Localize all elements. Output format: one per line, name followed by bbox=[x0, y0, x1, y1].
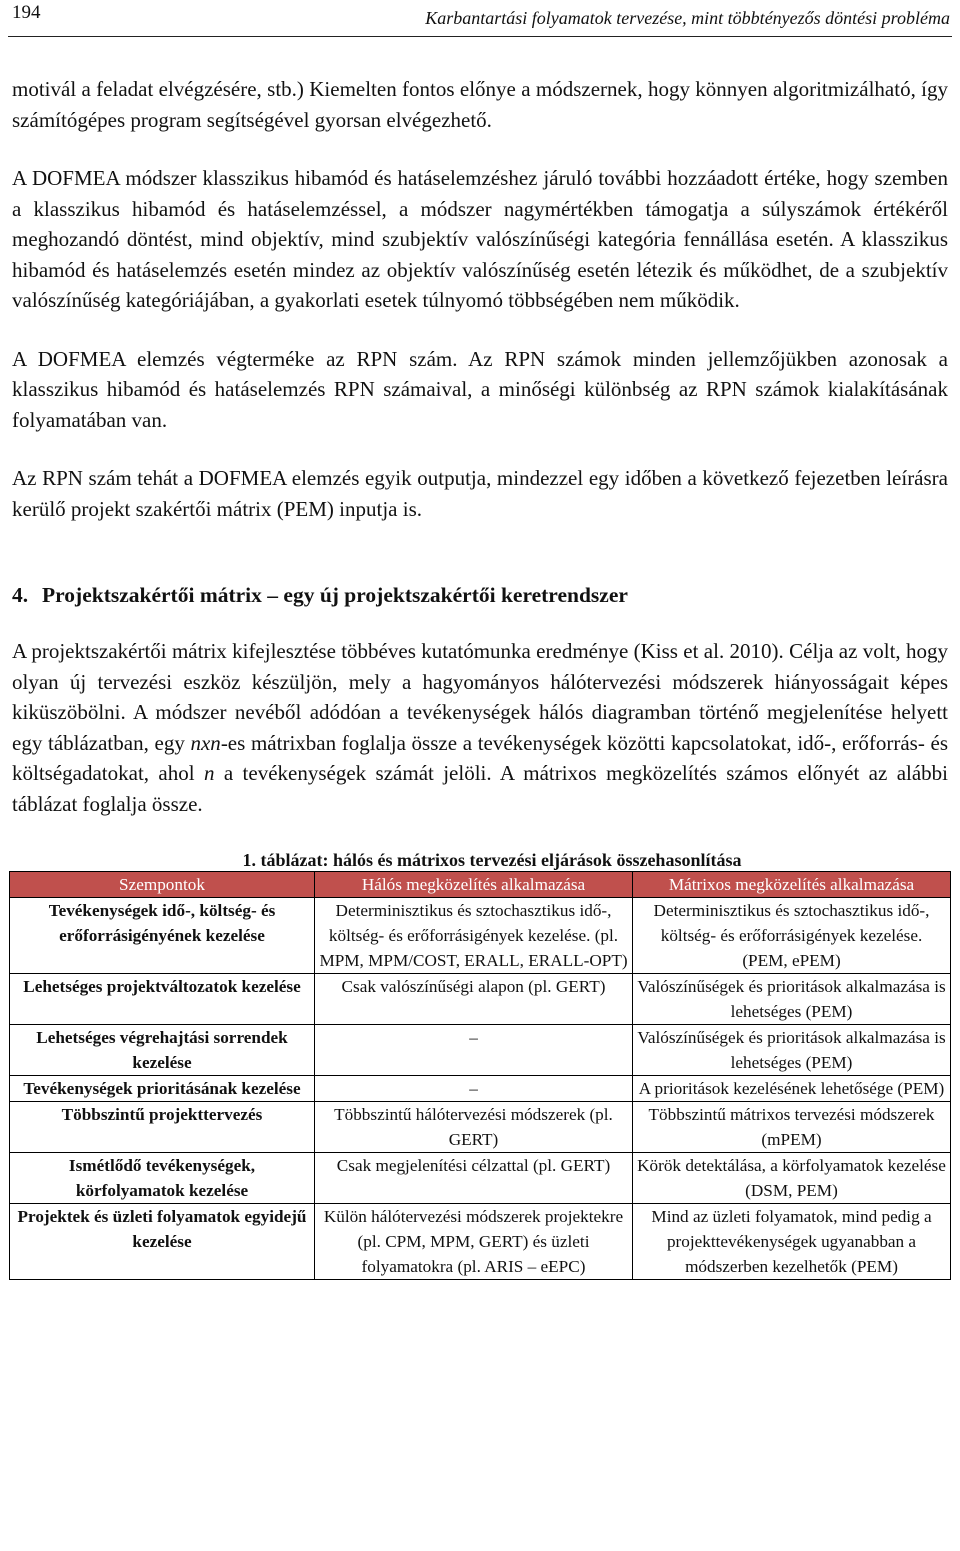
criteria-cell: Többszintű projekttervezés bbox=[10, 1102, 315, 1153]
table-row bbox=[10, 1204, 951, 1280]
table-row bbox=[10, 898, 951, 974]
matrix-cell: A prioritások kezelésének lehetősége (PEM) bbox=[633, 1076, 951, 1102]
running-title: Karbantartási folyamatok tervezése, mint többtényezős döntési probléma bbox=[425, 8, 950, 28]
n-term: n bbox=[203, 761, 215, 785]
section-number: 4. bbox=[12, 583, 29, 607]
table-header-row bbox=[10, 872, 951, 898]
network-cell: Többszintű hálótervezési módszerek (pl. GERT) bbox=[315, 1102, 633, 1153]
paragraph-5-text-c: a tevékenységek számát jelöli. A mátrixos megközelítés számos előnyét az alábbi táblázat foglalja össze. bbox=[12, 761, 949, 816]
table-row bbox=[10, 1153, 951, 1204]
table-row bbox=[10, 1025, 951, 1076]
paragraph-2: A DOFMEA módszer klasszikus hibamód és hatáselemzéshez járuló további hozzáadott értéke, hogy szemben a klasszikus hibamód és hatáselemzéssel, a módszer nagymértékben támogatja a súlyszámok értékéről meghozandó döntést, mind objektív, mind szubjektív valószínűségi kategória fennállása esetén. A klasszikus hibamód és hatáselemzés esetén mindez az objektív valószínűség esetén létezik és működhet, de a szubjektív valószínűség kategóriájában, a gyakorlati esetek túlnyomó többségében nem működik. bbox=[12, 166, 948, 312]
table-row bbox=[10, 1102, 951, 1153]
criteria-cell: Projektek és üzleti folyamatok egyidejű kezelése bbox=[10, 1204, 315, 1280]
page-header bbox=[8, 0, 952, 37]
network-cell: Csak valószínűségi alapon (pl. GERT) bbox=[315, 974, 633, 1025]
paragraph-5 bbox=[12, 636, 948, 819]
criteria-cell: Tevékenységek prioritásának kezelése bbox=[10, 1076, 315, 1102]
matrix-cell: Valószínűségek és prioritások alkalmazása is lehetséges (PEM) bbox=[633, 1025, 951, 1076]
table-caption: 1. táblázat: hálós és mátrixos tervezési eljárások összehasonlítása bbox=[242, 850, 742, 870]
network-cell: Külön hálótervezési módszerek projektekre (pl. CPM, MPM, GERT) és üzleti folyamatokra (pl. ARIS – eEPC) bbox=[315, 1204, 633, 1280]
paragraph-4: Az RPN szám tehát a DOFMEA elemzés egyik outputja, mindezzel egy időben a következő fejezetben leírásra kerülő projekt szakértői mátrix (PEM) inputja is. bbox=[12, 466, 948, 521]
page-content bbox=[12, 74, 948, 1280]
paragraph-3: A DOFMEA elemzés végterméke az RPN szám. Az RPN számok minden jellemzőjükben azonosak a klasszikus hibamód és hatáselemzés RPN számaival, a minőségi különbség az RPN számok kialakításának folyamatában van. bbox=[12, 346, 948, 432]
matrix-cell: Körök detektálása, a körfolyamatok kezelése (DSM, PEM) bbox=[633, 1153, 951, 1204]
criteria-cell: Lehetséges végrehajtási sorrendek kezelése bbox=[10, 1025, 315, 1076]
matrix-cell: Determinisztikus és sztochasztikus idő-, költség- és erőforrásigények kezelése. (PEM, ePEM) bbox=[633, 898, 951, 974]
network-cell: Determinisztikus és sztochasztikus idő-, költség- és erőforrásigények kezelése. (pl. MPM, MPM/COST, ERALL, ERALL-OPT) bbox=[315, 898, 633, 974]
criteria-cell: Ismétlődő tevékenységek, körfolyamatok kezelése bbox=[10, 1153, 315, 1204]
section-title: Projektszakértői mátrix – egy új projektszakértői keretrendszer bbox=[42, 583, 628, 607]
header-network: Hálós megközelítés alkalmazása bbox=[315, 872, 633, 898]
header-matrix: Mátrixos megközelítés alkalmazása bbox=[633, 872, 951, 898]
matrix-cell: Mind az üzleti folyamatok, mind pedig a projekttevékenységek ugyanabban a módszerben kezelhetők (PEM) bbox=[633, 1204, 951, 1280]
paragraph-1: motivál a feladat elvégzésére, stb.) Kiemelten fontos előnye a módszernek, hogy könnyen algoritmizálható, így számítógépes program segítségével gyorsan elvégezhető. bbox=[12, 77, 948, 132]
nxn-term: nxn bbox=[190, 730, 221, 755]
comparison-table bbox=[9, 871, 951, 1280]
network-cell: Csak megjelenítési célzattal (pl. GERT) bbox=[315, 1153, 633, 1204]
criteria-cell: Tevékenységek idő-, költség- és erőforrásigényének kezelése bbox=[10, 898, 315, 974]
matrix-cell: Többszintű mátrixos tervezési módszerek (mPEM) bbox=[633, 1102, 951, 1153]
header-criteria: Szempontok bbox=[10, 872, 315, 898]
table-row bbox=[10, 1076, 951, 1102]
paragraph-5-text-a: A projektszakértői mátrix kifejlesztése többéves kutatómunka eredménye (Kiss et al. 2010). Célja az volt, hogy olyan új tervezési eszköz készüljön, mely a hagyományos hálótervezési módszerek hiányosságait képes kiküszöbölni. A módszer nevéből adódóan a tevékenységek hálós diagramban történő megjelenítése helyett egy táblázatban, egy bbox=[12, 639, 948, 755]
network-cell: – bbox=[315, 1025, 633, 1076]
matrix-cell: Valószínűségek és prioritások alkalmazása is lehetséges (PEM) bbox=[633, 974, 951, 1025]
table-row bbox=[10, 974, 951, 1025]
paragraph-5-text-b: -es mátrixban foglalja össze a tevékenységek közötti kapcsolatokat, idő-, erőforrás- és költségadatokat, ahol bbox=[12, 730, 948, 785]
criteria-cell: Lehetséges projektváltozatok kezelése bbox=[10, 974, 315, 1025]
page-number: 194 bbox=[12, 2, 41, 23]
network-cell: – bbox=[315, 1076, 633, 1102]
section-heading bbox=[12, 580, 948, 610]
